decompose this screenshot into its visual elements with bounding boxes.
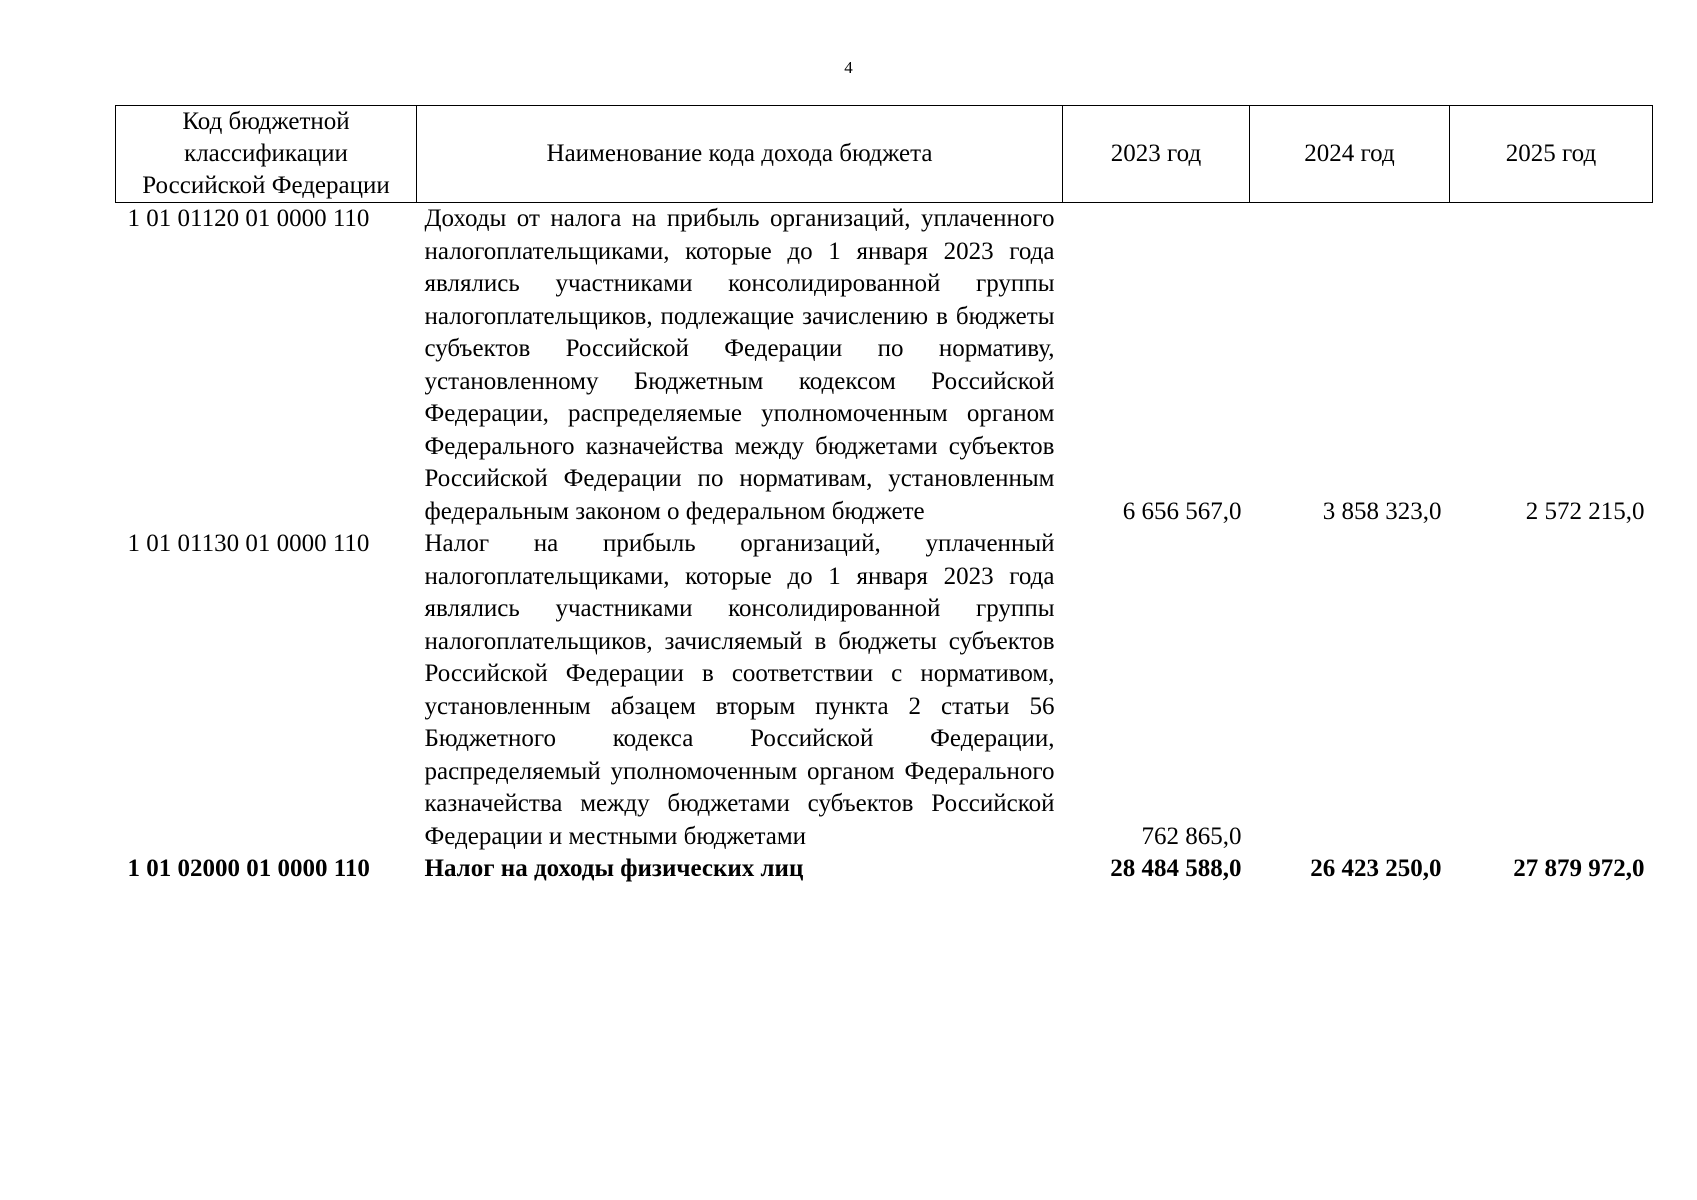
- table-row-total: [116, 853, 1653, 886]
- header-name: Наименование кода дохода бюджета: [417, 106, 1063, 203]
- row-value-2024: 3 858 323,0: [1322, 497, 1442, 525]
- table-row: [116, 528, 1653, 853]
- row-code: 1 01 01120 01 0000 110: [127, 205, 370, 232]
- page-number: 4: [844, 58, 853, 77]
- budget-revenue-table: [115, 105, 1653, 886]
- row-value-2025: 2 572 215,0: [1525, 497, 1645, 525]
- row-value-2023: 6 656 567,0: [1122, 497, 1242, 525]
- row-value-2025: 27 879 972,0: [1513, 855, 1645, 882]
- row-value-2024: 26 423 250,0: [1310, 855, 1442, 882]
- row-name: Налог на прибыль организаций, уплаченный налогоплательщиками, которые до 1 января 2023 года являлись участниками консолидированной группы налогоплательщиков, зачисляемый в бюджеты субъектов Российской Федерации в соответствии с нормативом, установленным абзацем вторым пункта 2 статьи 56 Бюджетного кодекса Российской Федерации, распределяемый уполномоченным органом Федерального казначейства между бюджетами субъектов Российской Федерации и местными бюджетами: [424, 530, 1055, 850]
- row-name: Налог на доходы физических лиц: [424, 855, 804, 882]
- row-code: 1 01 02000 01 0000 110: [127, 855, 370, 882]
- row-value-2024: [1250, 528, 1450, 853]
- header-year-2024: 2024 год: [1250, 106, 1450, 203]
- table-header: [116, 106, 1653, 203]
- header-row: [116, 106, 1653, 203]
- row-code: 1 01 01130 01 0000 110: [127, 530, 370, 557]
- row-value-2023: 28 484 588,0: [1110, 855, 1242, 882]
- header-year-2025: 2025 год: [1450, 106, 1653, 203]
- table-row: [116, 203, 1653, 529]
- header-code: Код бюджетной классификации Российской Федерации: [116, 106, 417, 203]
- header-year-2023: 2023 год: [1063, 106, 1250, 203]
- table-body: [116, 203, 1653, 886]
- row-value-2025: [1450, 528, 1653, 853]
- row-value-2023: 762 865,0: [1141, 822, 1242, 850]
- row-name: Доходы от налога на прибыль организаций, уплаченного налогоплательщиками, которые до 1 января 2023 года являлись участниками консолидированной группы налогоплательщиков, подлежащие зачислению в бюджеты субъектов Российской Федерации по нормативу, установленному Бюджетным кодексом Российской Федерации, распределяемые уполномоченным органом Федерального казначейства между бюджетами субъектов Российской Федерации по нормативам, установленным федеральным законом о федеральном бюджете: [424, 205, 1055, 525]
